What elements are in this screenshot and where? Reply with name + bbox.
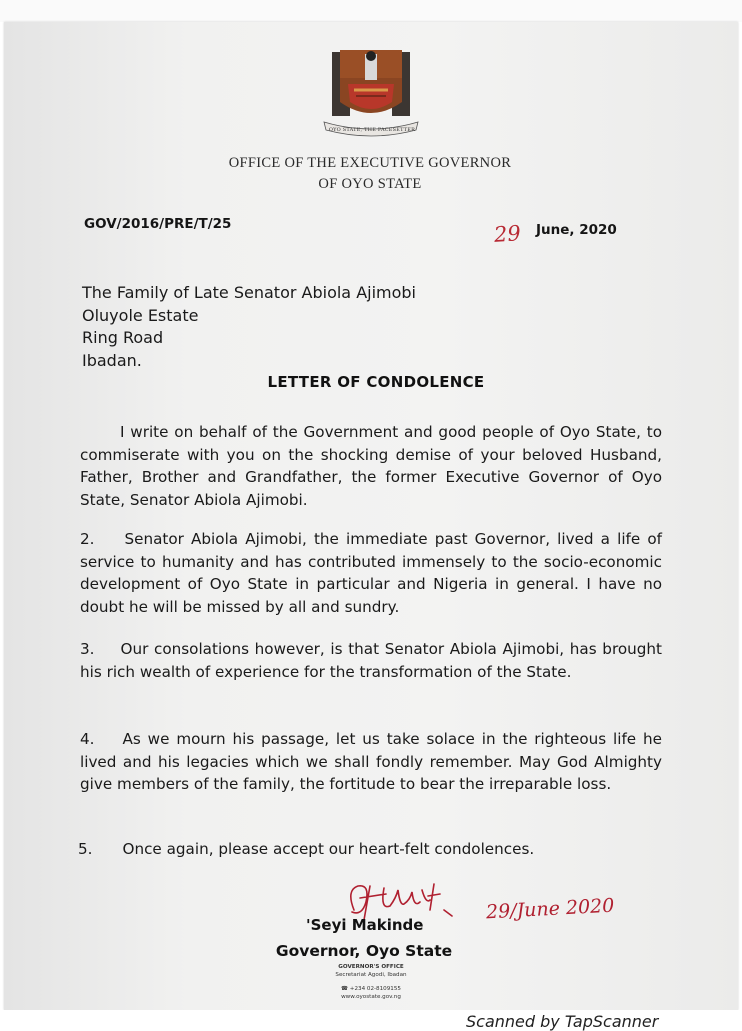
paragraph-text: Senator Abiola Ajimobi, the immediate past Governor, lived a life of service to humanity and has contributed immensely to the socio-economic development of Oyo State in particular and Nigeria in general. I have no doubt he will be missed by all and sundry. [80,530,662,616]
footer-office: GOVERNOR'S OFFICE [338,964,404,970]
crest-motto: OYO STATE, THE PACESETTER [328,127,416,133]
paragraph-2 [80,528,662,618]
paragraph-number: 3. [80,640,95,658]
recipient-address [82,282,416,372]
letter-subject: LETTER OF CONDOLENCE [267,373,485,391]
recipient-line: The Family of Late Senator Abiola Ajimobi [82,283,416,302]
recipient-line: Ibadan. [82,350,142,370]
signatory-name: 'Seyi Makinde [306,916,424,934]
recipient-line: Oluyole Estate [82,305,199,325]
paragraph-text: Once again, please accept our heart-felt condolences. [122,840,535,858]
signature-date: 29/June 2020 [485,894,615,924]
scanner-watermark: Scanned by TapScanner [466,1012,659,1031]
reference-number: GOV/2016/PRE/T/25 [84,216,232,232]
paragraph-number: 4. [80,730,95,748]
office-title-line2: OF OYO STATE [318,176,422,192]
oyo-state-crest-icon [318,44,424,140]
footer-address: Secretariat Agodi, Ibadan [335,972,407,978]
footer-phone: ☎ +234 02-8109155 [341,986,401,992]
letter-date: June, 2020 [536,222,617,238]
office-title-line1: OFFICE OF THE EXECUTIVE GOVERNOR [228,155,512,171]
paragraph-4 [80,728,662,796]
recipient-line: Ring Road [82,328,164,347]
paragraph-text: As we mourn his passage, let us take solace in the righteous life he lived and his legacies which we shall fondly remember. May God Almighty give members of the family, the fortitude to bear the irreparable loss. [80,730,662,794]
paragraph-3 [80,638,662,683]
paragraph-number: 5. [78,840,93,858]
signatory-title: Governor, Oyo State [275,942,453,960]
paragraph-number: 2. [80,530,95,548]
footer-website: www.oyostate.gov.ng [341,994,401,1000]
paragraph-text: Our consolations however, is that Senator Abiola Ajimobi, has brought his rich wealth of experience for the transformation of the State. [80,640,662,681]
top-margin [0,0,742,22]
paragraph-1: I write on behalf of the Government and good people of Oyo State, to commiserate with you on the shocking demise of your beloved Husband, Father, Brother and Grandfather, the former Executive Governor of Oyo State, Senator Abiola Ajimobi. [80,423,662,509]
paragraph-5 [78,838,660,861]
handwritten-day: 29 [493,221,522,247]
